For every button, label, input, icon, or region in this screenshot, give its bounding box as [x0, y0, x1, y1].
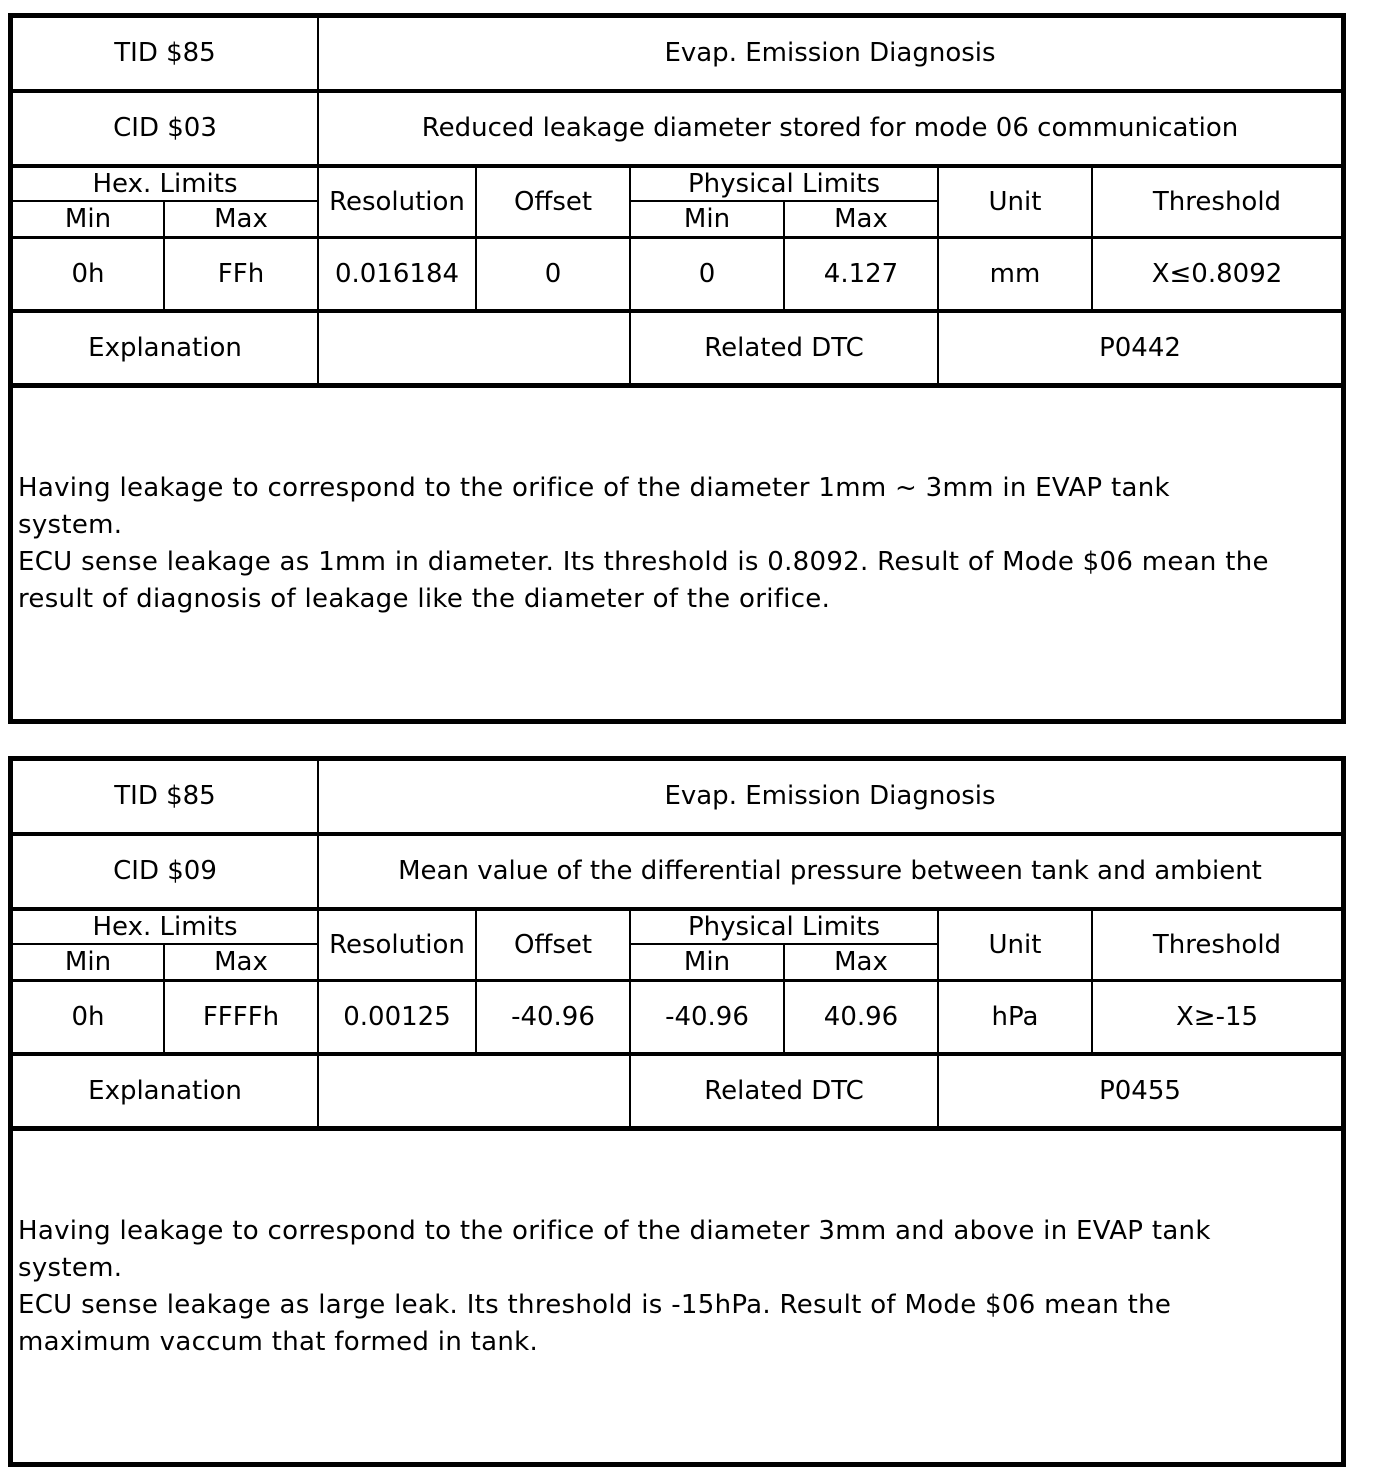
resolution-value: 0.016184	[318, 238, 476, 312]
physical-limits-header: Physical Limits	[630, 166, 938, 201]
physical-max-header: Max	[784, 944, 938, 981]
threshold-value: X≥-15	[1092, 981, 1341, 1055]
explanation-line: Having leakage to correspond to the orifice of the diameter 3mm and above in EVAP tank	[18, 1216, 1211, 1246]
physical-limits-header: Physical Limits	[630, 909, 938, 944]
unit-header: Unit	[938, 909, 1092, 981]
explanation-line: system.	[18, 510, 123, 540]
tid-label: TID $85	[13, 761, 318, 834]
cid-description: Reduced leakage diameter stored for mode 06 communication	[318, 91, 1341, 166]
physical-min-header: Min	[630, 944, 784, 981]
offset-header: Offset	[476, 166, 630, 238]
hex-min-header: Min	[13, 944, 164, 981]
hex-max-value: FFh	[164, 238, 318, 312]
hex-max-header: Max	[164, 201, 318, 238]
unit-header: Unit	[938, 166, 1092, 238]
unit-value: hPa	[938, 981, 1092, 1055]
physical-max-header: Max	[784, 201, 938, 238]
cid-label: CID $09	[13, 834, 318, 909]
threshold-value: X≤0.8092	[1092, 238, 1341, 312]
physical-max-value: 4.127	[784, 238, 938, 312]
explanation-line: maximum vaccum that formed in tank.	[18, 1327, 539, 1357]
related-dtc-value: P0442	[938, 311, 1341, 384]
related-dtc-value: P0455	[938, 1054, 1341, 1127]
tid-description: Evap. Emission Diagnosis	[318, 18, 1341, 91]
offset-header: Offset	[476, 909, 630, 981]
explanation-line: ECU sense leakage as large leak. Its threshold is -15hPa. Result of Mode $06 mean the	[18, 1290, 1172, 1320]
unit-value: mm	[938, 238, 1092, 312]
physical-min-header: Min	[630, 201, 784, 238]
physical-max-value: 40.96	[784, 981, 938, 1055]
cid-description: Mean value of the differential pressure between tank and ambient	[318, 834, 1341, 909]
resolution-header: Resolution	[318, 166, 476, 238]
physical-min-value: 0	[630, 238, 784, 312]
hex-max-value: FFFFh	[164, 981, 318, 1055]
tid-label: TID $85	[13, 18, 318, 91]
threshold-header: Threshold	[1092, 166, 1341, 238]
explanation-label: Explanation	[13, 1054, 318, 1127]
threshold-header: Threshold	[1092, 909, 1341, 981]
related-dtc-label: Related DTC	[630, 1054, 938, 1127]
explanation-label: Explanation	[13, 311, 318, 384]
hex-min-value: 0h	[13, 238, 164, 312]
explanation-line: system.	[18, 1253, 123, 1283]
explanation-text	[13, 1128, 1341, 1449]
spec-table	[13, 761, 1341, 1128]
explanation-line: ECU sense leakage as 1mm in diameter. Its threshold is 0.8092. Result of Mode $06 mean the	[18, 547, 1269, 577]
test-block-cid-09	[8, 756, 1346, 1467]
related-dtc-label: Related DTC	[630, 311, 938, 384]
explanation-blank	[318, 311, 630, 384]
tid-description: Evap. Emission Diagnosis	[318, 761, 1341, 834]
hex-limits-header: Hex. Limits	[13, 909, 318, 944]
hex-limits-header: Hex. Limits	[13, 166, 318, 201]
hex-max-header: Max	[164, 944, 318, 981]
hex-min-value: 0h	[13, 981, 164, 1055]
resolution-header: Resolution	[318, 909, 476, 981]
hex-min-header: Min	[13, 201, 164, 238]
explanation-line: result of diagnosis of leakage like the diameter of the orifice.	[18, 584, 831, 614]
offset-value: -40.96	[476, 981, 630, 1055]
physical-min-value: -40.96	[630, 981, 784, 1055]
resolution-value: 0.00125	[318, 981, 476, 1055]
cid-label: CID $03	[13, 91, 318, 166]
spec-table	[13, 18, 1341, 385]
explanation-line: Having leakage to correspond to the orifice of the diameter 1mm ~ 3mm in EVAP tank	[18, 473, 1170, 503]
explanation-text	[13, 385, 1341, 706]
explanation-blank	[318, 1054, 630, 1127]
test-block-cid-03	[8, 13, 1346, 724]
offset-value: 0	[476, 238, 630, 312]
